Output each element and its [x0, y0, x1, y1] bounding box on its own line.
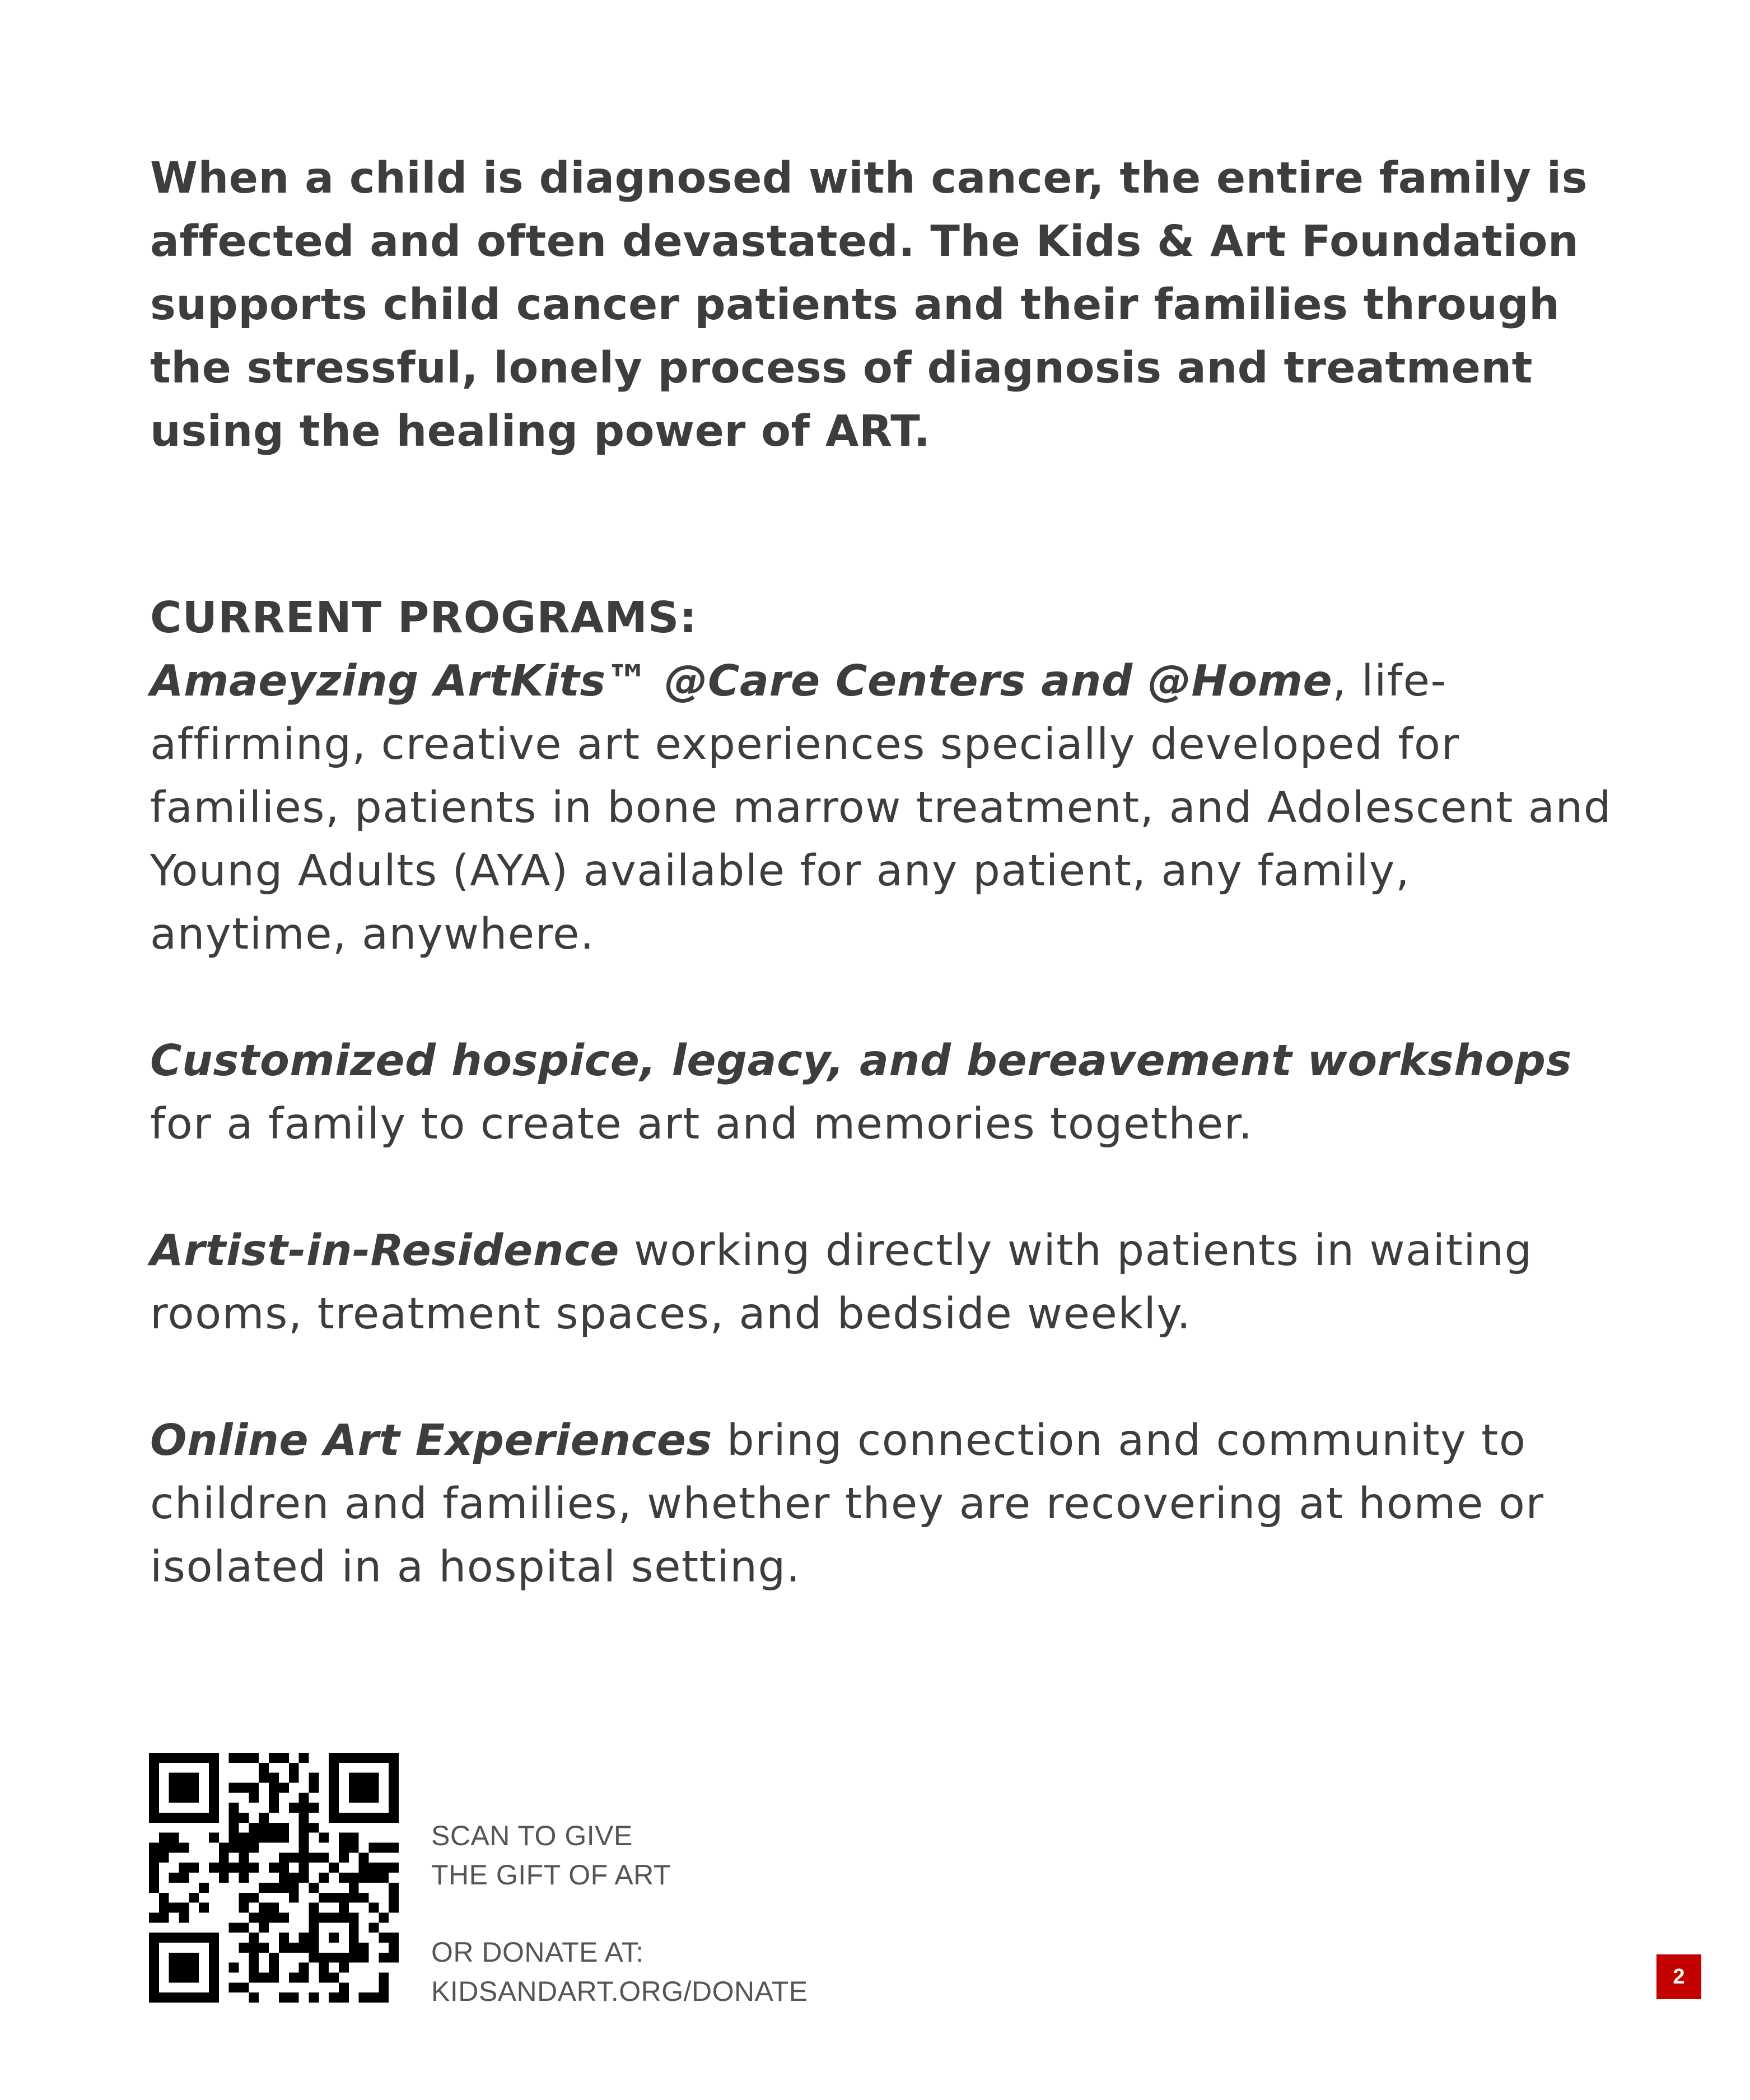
program-online-art	[150, 1409, 1617, 1599]
program-description: for a family to create art and memories together.	[150, 1099, 1253, 1149]
cta-line-scan: SCAN TO GIVE	[431, 1820, 633, 1851]
program-title: Online Art Experiences	[150, 1416, 712, 1466]
page-number-badge: 2	[1656, 1954, 1701, 1999]
program-artist-in-residence	[150, 1219, 1617, 1346]
programs-heading: CURRENT PROGRAMS:	[150, 593, 698, 643]
cta-spacer	[431, 1894, 808, 1933]
intro-paragraph: When a child is diagnosed with cancer, the entire family is affected and often devastated. The Kids & Art Foundation supports child cancer patients and their families through the stressful, lonely process of diagnosis and treatment using the healing power of ART.	[150, 153, 1588, 456]
program-description: , life-affirming, creative art experiences specially developed for families, patients in bone marrow treatment, and Adolescent and Young Adults (AYA) available for any patient, any family, anytime, anywhere.	[150, 656, 1612, 959]
program-artkits	[150, 650, 1617, 966]
program-title: Customized hospice, legacy, and bereavement workshops	[150, 1036, 1572, 1086]
donate-link[interactable]: KIDSANDART.ORG/DONATE	[431, 1976, 808, 2007]
donate-cta	[431, 1816, 808, 2011]
program-title: Artist-in-Residence	[150, 1226, 619, 1276]
donate-qr-code[interactable]	[149, 1753, 399, 2003]
cta-line-donate: OR DONATE AT:	[431, 1936, 644, 1968]
cta-line-gift: THE GIFT OF ART	[431, 1859, 671, 1891]
program-hospice-workshops	[150, 1029, 1617, 1156]
page-content	[150, 147, 1617, 1599]
program-title: Amaeyzing ArtKits™ @Care Centers and @Home	[150, 656, 1333, 706]
program-description: bring connection and community to children and families, whether they are recovering at home or isolated in a hospital setting.	[150, 1416, 1544, 1592]
program-description: working directly with patients in waiting rooms, treatment spaces, and bedside weekly.	[150, 1226, 1533, 1339]
qr-code-icon	[149, 1753, 399, 2003]
